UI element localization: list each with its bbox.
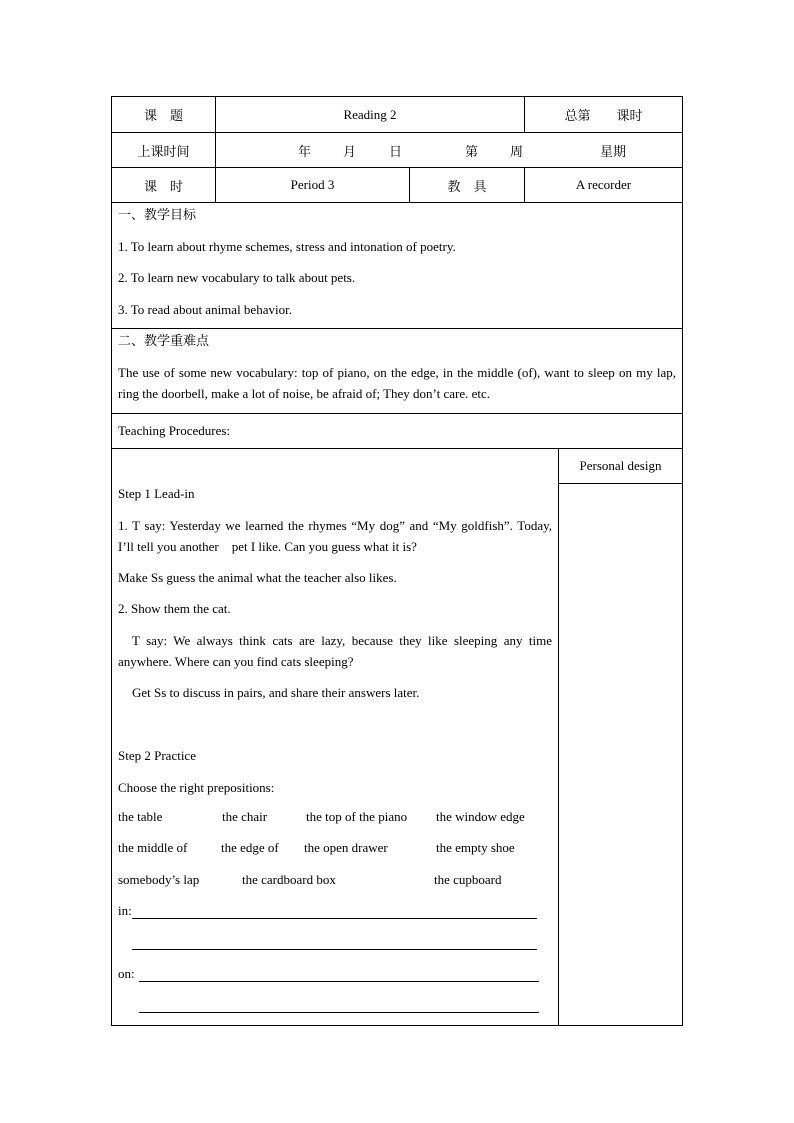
step2-title: Step 2 Practice [118,748,196,763]
objective-item: 1. To learn about rhyme schemes, stress and intonation of poetry. [118,239,456,254]
step2-intro: Choose the right prepositions: [118,780,275,795]
procedures-heading: Teaching Procedures: [118,423,231,438]
lesson-plan-table [111,96,683,1026]
row-period [112,168,682,203]
time-value [215,133,682,167]
total-lessons: 总第 课时 [524,97,682,132]
aids-value: A recorder [524,168,682,202]
period-value: Period 3 [215,168,409,202]
date-day: 日 [389,144,403,159]
period-label: 课 时 [143,178,183,194]
row-topic [112,97,682,133]
word-option: the open drawer [304,840,388,855]
answer-line [139,1012,539,1013]
aids-label: 教 具 [409,168,524,202]
procedures-heading-row [112,414,682,449]
key-points-text: The use of some new vocabulary: top of piano, on the edge, in the middle (of), want to sleep on my lap, ring the doorbell, make a lot of noise, be afraid of; They don’t care. etc. [118,365,676,401]
date-year: 年 [298,144,312,159]
personal-design-heading: Personal design [559,449,682,484]
step1-paragraph: T say: We always think cats are lazy, because they like sleeping any time anywhere. Where can you find cats sleeping? [118,633,552,669]
date-month: 月 [343,144,357,159]
word-option: somebody’s lap [118,872,200,887]
objective-item: 3. To read about animal behavior. [118,302,292,317]
topic-value: Reading 2 [215,97,524,132]
week-prefix: 第 [465,144,479,159]
step1-paragraph: Make Ss guess the animal what the teacher also likes. [118,570,397,585]
word-option: the chair [222,809,268,824]
procedures-main [112,449,558,1025]
answer-line [132,949,537,950]
step1-paragraph: Get Ss to discuss in pairs, and share their answers later. [132,685,420,700]
weekday: 星期 [600,144,627,159]
step1-paragraph: 2. Show them the cat. [118,601,231,616]
objectives-section [112,203,682,329]
row-time [112,133,682,168]
answer-line [132,918,537,919]
word-option: the empty shoe [436,840,515,855]
objective-item: 2. To learn new vocabulary to talk about pets. [118,270,356,285]
word-option: the edge of [221,840,279,855]
week-suffix: 周 [510,144,524,159]
key-points-heading: 二、教学重难点 [118,333,210,348]
step1-paragraph: 1. T say: Yesterday we learned the rhymes “My dog” and “My goldfish”. Today, I’ll tell you another pet I like. Can you guess what it is? [118,518,552,554]
word-option: the window edge [436,809,525,824]
word-option: the cupboard [434,872,502,887]
time-label: 上课时间 [137,143,190,159]
objectives-heading: 一、教学目标 [118,207,197,222]
word-option: the middle of [118,840,188,855]
key-points-section [112,329,682,414]
word-option: the top of the piano [306,809,408,824]
topic-label: 课 题 [143,108,183,123]
word-option: the table [118,809,163,824]
word-option: the cardboard box [242,872,336,887]
answer-line [139,981,539,982]
step1-title: Step 1 Lead-in [118,486,195,501]
personal-design-column [558,449,682,1025]
in-label: in: [118,903,132,918]
on-label: on: [118,966,135,981]
